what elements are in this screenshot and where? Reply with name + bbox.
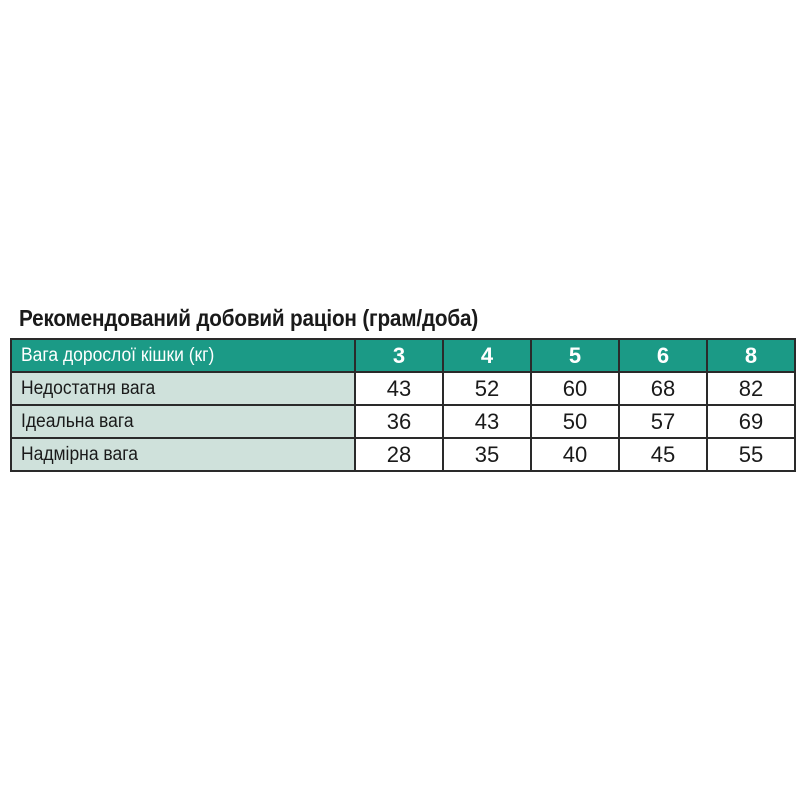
table-title: Рекомендований добовий раціон (грам/доба)	[19, 305, 479, 331]
row-label-text: Надмірна вага	[21, 443, 138, 465]
header-weight-5: 5	[531, 339, 619, 372]
header-weight-6: 6	[619, 339, 707, 372]
row-label-overweight	[11, 438, 355, 471]
table-cell: 40	[531, 438, 619, 471]
table-cell: 43	[355, 372, 443, 405]
table-cell: 28	[355, 438, 443, 471]
header-weight-label-text: Вага дорослої кішки (кг)	[21, 344, 215, 366]
header-weight-label	[11, 339, 355, 372]
table-cell: 57	[619, 405, 707, 438]
feeding-table	[10, 338, 796, 472]
table-cell: 50	[531, 405, 619, 438]
table-cell: 45	[619, 438, 707, 471]
row-label-text: Ідеальна вага	[21, 410, 134, 432]
table-row	[11, 438, 795, 471]
table-cell: 52	[443, 372, 531, 405]
row-label-ideal	[11, 405, 355, 438]
header-weight-4: 4	[443, 339, 531, 372]
table-cell: 69	[707, 405, 795, 438]
table-row	[11, 372, 795, 405]
table-cell: 82	[707, 372, 795, 405]
table-header-row	[11, 339, 795, 372]
row-label-text: Недостатня вага	[21, 377, 156, 399]
table-cell: 55	[707, 438, 795, 471]
table-row	[11, 405, 795, 438]
row-label-underweight	[11, 372, 355, 405]
header-weight-8: 8	[707, 339, 795, 372]
table-cell: 60	[531, 372, 619, 405]
table-cell: 43	[443, 405, 531, 438]
table-cell: 68	[619, 372, 707, 405]
header-weight-3: 3	[355, 339, 443, 372]
table-cell: 36	[355, 405, 443, 438]
feeding-table-section	[10, 305, 774, 472]
table-cell: 35	[443, 438, 531, 471]
